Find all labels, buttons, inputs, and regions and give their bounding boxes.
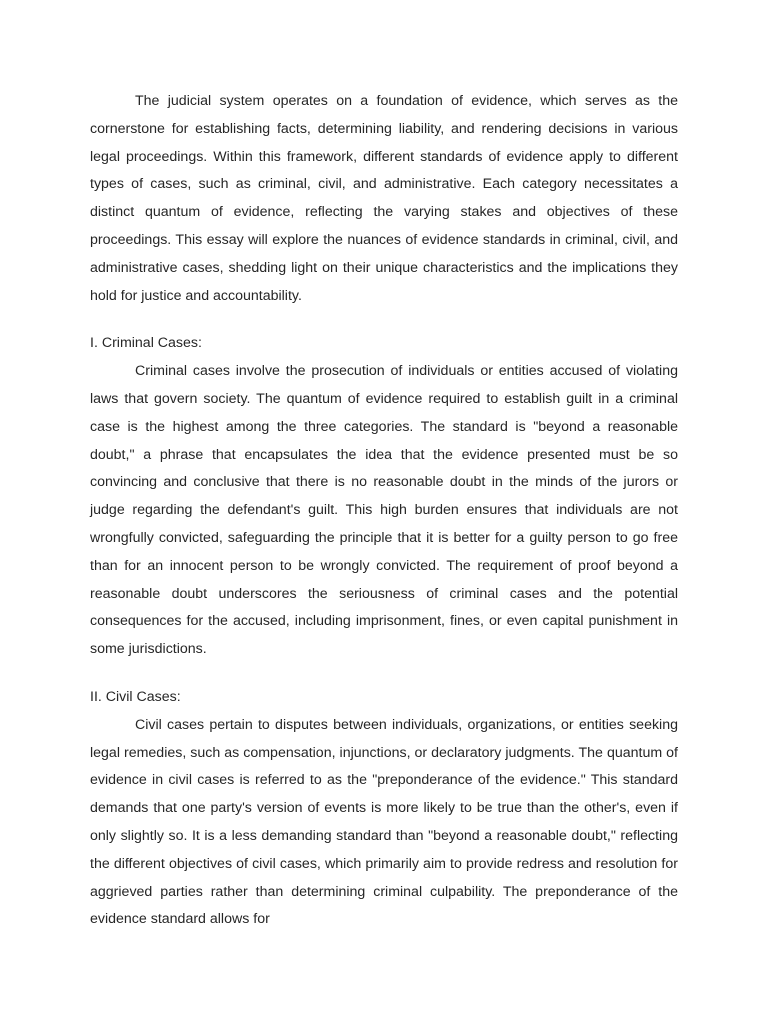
paragraph-gap: [90, 310, 678, 330]
document-page: [90, 88, 678, 934]
section-heading-criminal: I. Criminal Cases:: [90, 335, 202, 352]
intro-paragraph: The judicial system operates on a foundation of evidence, which serves as the cornerstone for establishing facts, determining liability, and rendering decisions in various legal proceedings. Within this framework, different standards of evidence apply to different types of cases, such as criminal, civil, and administrative. Each category necessitates a distinct quantum of evidence, reflecting the varying stakes and objectives of these proceedings. This essay will explore the nuances of evidence standards in criminal, civil, and administrative cases, shedding light on their unique characteristics and the implications they hold for justice and accountability.: [90, 93, 678, 304]
section-body-civil: Civil cases pertain to disputes between individuals, organizations, or entities seeking legal remedies, such as compensation, injunctions, or declaratory judgments. The quantum of evidence in civil cases is referred to as the "preponderance of the evidence." This standard demands that one party's version of events is more likely to be true than the other's, even if only slightly so. It is a less demanding standard than "beyond a reasonable doubt," reflecting the different objectives of civil cases, which primarily aim to provide redress and resolution for aggrieved parties rather than determining criminal culpability. The preponderance of the evidence standard allows for: [90, 716, 678, 928]
section-heading-civil: II. Civil Cases:: [90, 688, 181, 705]
paragraph-gap: [90, 664, 678, 684]
section-body-criminal: Criminal cases involve the prosecution of individuals or entities accused of violating laws that govern society. The quantum of evidence required to establish guilt in a criminal case is the highest among the three categories. The standard is "beyond a reasonable doubt," a phrase that encapsulates the idea that the evidence presented must be so convincing and conclusive that there is no reasonable doubt in the minds of the jurors or judge regarding the defendant's guilt. This high burden ensures that individuals are not wrongfully convicted, safeguarding the principle that it is better for a guilty person to go free than for an innocent person to be wrongly convicted. The requirement of proof beyond a reasonable doubt underscores the seriousness of criminal cases and the potential consequences for the accused, including imprisonment, fines, or even capital punishment in some jurisdictions.: [90, 363, 678, 658]
